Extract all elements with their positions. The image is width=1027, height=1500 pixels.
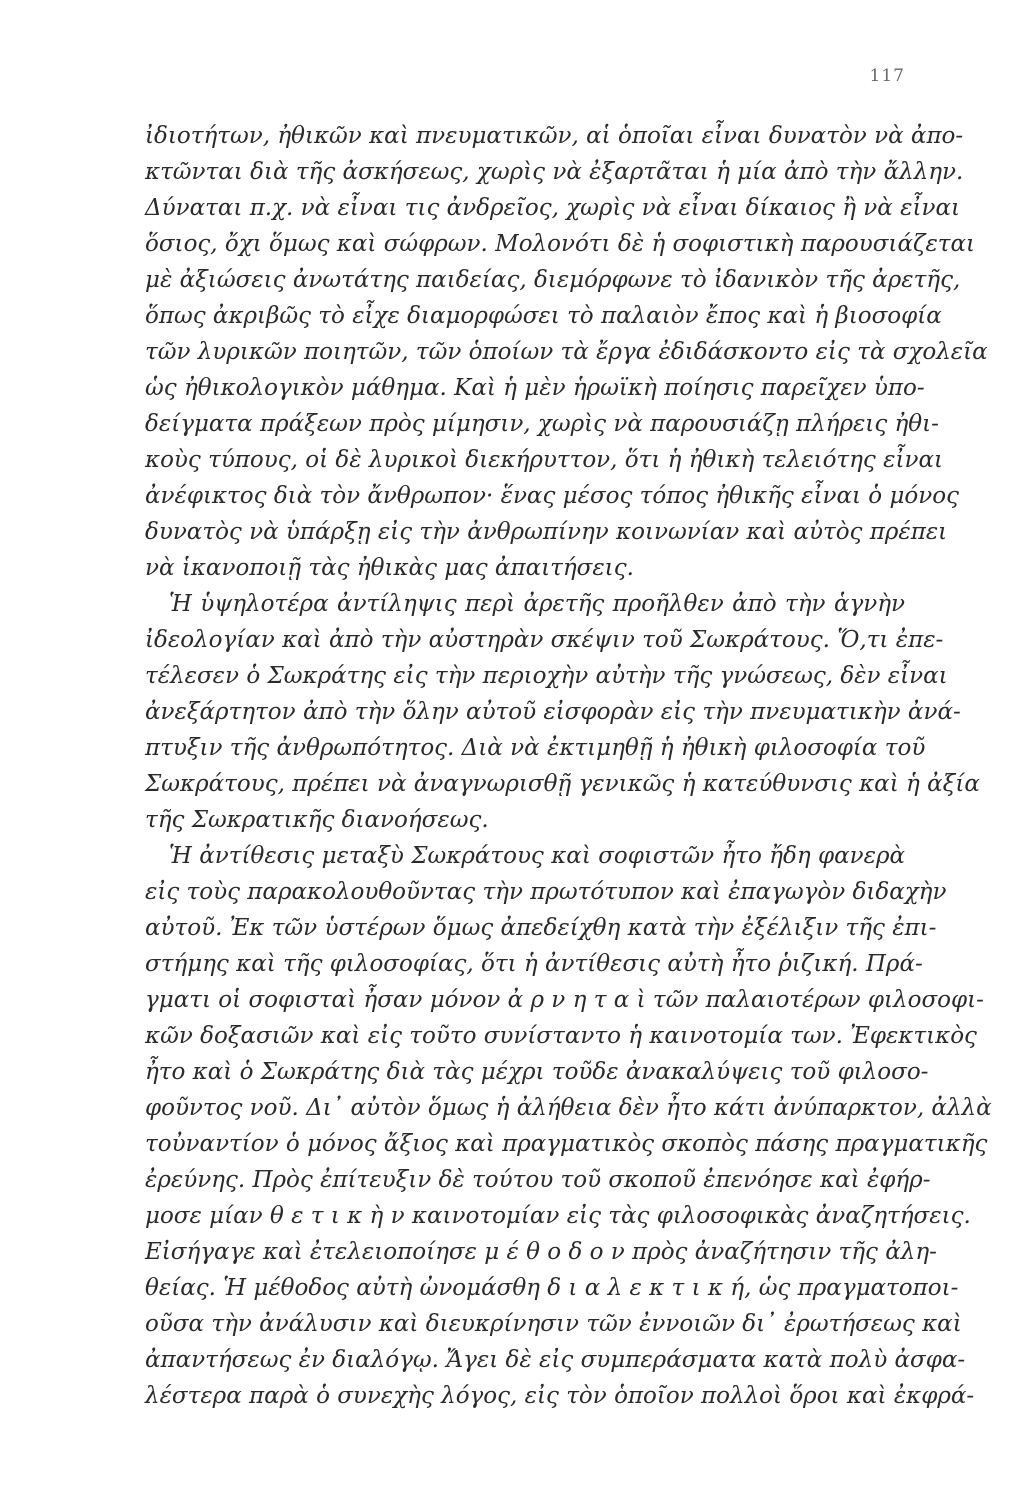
text-line: στήμης καὶ τῆς φιλοσοφίας, ὅτι ἡ ἀντίθεσις αὐτὴ ἦτο ῥιζική. Πρά- — [145, 951, 923, 977]
text-line: ἀνεξάρτητον ἀπὸ τὴν ὅλην αὐτοῦ εἰσφορὰν εἰς τὴν πνευματικὴν ἀνά- — [145, 699, 961, 725]
text-line: οῦσα τὴν ἀνάλυσιν καὶ διευκρίνησιν τῶν ἐννοιῶν δι᾽ ἐρωτήσεως καὶ — [145, 1311, 962, 1337]
text-line: πτυξιν τῆς ἀνθρωπότητος. Διὰ νὰ ἐκτιμηθῇ ἡ ἠθικὴ φιλοσοφία τοῦ — [145, 735, 926, 761]
text-line: δυνατὸς νὰ ὑπάρξῃ εἰς τὴν ἀνθρωπίνην κοινωνίαν καὶ αὐτὸς πρέπει — [145, 519, 948, 545]
text-line: Δύναται π.χ. νὰ εἶναι τις ἀνδρεῖος, χωρὶς νὰ εἶναι δίκαιος ἢ νὰ εἶναι — [145, 195, 961, 221]
text-line: μὲ ἀξιώσεις ἀνωτάτης παιδείας, διεμόρφωνε τὸ ἰδανικὸν τῆς ἀρετῆς, — [145, 267, 961, 293]
text-line: τῶν λυρικῶν ποιητῶν, τῶν ὁποίων τὰ ἔργα ἐδιδάσκοντο εἰς τὰ σχολεῖα — [145, 339, 988, 365]
text-line: Σωκράτους, πρέπει νὰ ἀναγνωρισθῇ γενικῶς ἡ κατεύθυνσις καὶ ἡ ἀξία — [145, 771, 980, 797]
text-line: ἰδιοτήτων, ἠθικῶν καὶ πνευματικῶν, αἱ ὁποῖαι εἶναι δυνατὸν νὰ ἀπο- — [145, 123, 964, 149]
text-line: θείας. Ἡ μέθοδος αὐτὴ ὠνομάσθη δ ι α λ ε κ τ ι κ ή, ὡς πραγματοποι- — [145, 1275, 959, 1301]
text-line: ὅπως ἀκριβῶς τὸ εἶχε διαμορφώσει τὸ παλαιὸν ἔπος καὶ ἡ βιοσοφία — [145, 303, 942, 329]
text-line: γματι οἱ σοφισταὶ ἦσαν μόνον ἀ ρ ν η τ α ὶ τῶν παλαιοτέρων φιλοσοφι- — [145, 987, 984, 1013]
text-line: ἐρεύνης. Πρὸς ἐπίτευξιν δὲ τούτου τοῦ σκοποῦ ἐπενόησε καὶ ἐφήρ- — [145, 1167, 931, 1193]
text-line: ἰδεολογίαν καὶ ἀπὸ τὴν αὐστηρὰν σκέψιν τοῦ Σωκράτους. Ὅ,τι ἐπε- — [145, 627, 944, 653]
text-line: αὐτοῦ. Ἐκ τῶν ὑστέρων ὅμως ἀπεδείχθη κατὰ τὴν ἐξέλιξιν τῆς ἐπι- — [145, 915, 937, 941]
text-line: Ἡ ἀντίθεσις μεταξὺ Σωκράτους καὶ σοφιστῶν ἦτο ἤδη φανερὰ — [169, 843, 905, 869]
text-line: ἀπαντήσεως ἐν διαλόγῳ. Ἄγει δὲ εἰς συμπεράσματα κατὰ πολὺ ἀσφα- — [145, 1347, 966, 1373]
text-line: Εἰσήγαγε καὶ ἐτελειοποίησε μ έ θ ο δ ο ν πρὸς ἀναζήτησιν τῆς ἀλη- — [145, 1239, 937, 1265]
text-line: ὅσιος, ὄχι ὅμως καὶ σώφρων. Μολονότι δὲ ἡ σοφιστικὴ παρουσιάζεται — [145, 231, 976, 257]
text-line: μοσε μίαν θ ε τ ι κ ὴ ν καινοτομίαν εἰς τὰς φιλοσοφικὰς ἀναζητήσεις. — [145, 1203, 971, 1229]
text-line: κτῶνται διὰ τῆς ἀσκήσεως, χωρὶς νὰ ἐξαρτᾶται ἡ μία ἀπὸ τὴν ἄλλην. — [145, 159, 964, 185]
page-body-text — [145, 118, 992, 1414]
text-line: ὡς ἠθικολογικὸν μάθημα. Καὶ ἡ μὲν ἡρωϊκὴ ποίησις παρεῖχεν ὑπο- — [145, 375, 925, 401]
text-line: τοὐναντίον ὁ μόνος ἄξιος καὶ πραγματικὸς σκοπὸς πάσης πραγματικῆς — [145, 1131, 988, 1157]
page-number: 117 — [869, 66, 905, 86]
text-line: τέλεσεν ὁ Σωκράτης εἰς τὴν περιοχὴν αὐτὴν τῆς γνώσεως, δὲν εἶναι — [145, 663, 948, 689]
text-line: λέστερα παρὰ ὁ συνεχὴς λόγος, εἰς τὸν ὁποῖον πολλοὶ ὅροι καὶ ἐκφρά- — [145, 1383, 975, 1409]
text-line: κοὺς τύπους, οἱ δὲ λυρικοὶ διεκήρυττον, ὅτι ἡ ἠθικὴ τελειότης εἶναι — [145, 447, 944, 473]
text-line: νὰ ἱκανοποιῇ τὰς ἠθικὰς μας ἀπαιτήσεις. — [145, 555, 634, 581]
text-line: ἦτο καὶ ὁ Σωκράτης διὰ τὰς μέχρι τοῦδε ἀνακαλύψεις τοῦ φιλοσο- — [145, 1059, 929, 1085]
text-line: ἀνέφικτος διὰ τὸν ἄνθρωπον· ἕνας μέσος τόπος ἠθικῆς εἶναι ὁ μόνος — [145, 483, 959, 509]
text-line: κῶν δοξασιῶν καὶ εἰς τοῦτο συνίσταντο ἡ καινοτομία των. Ἐφεκτικὸς — [145, 1023, 977, 1049]
text-line: Ἡ ὑψηλοτέρα ἀντίληψις περὶ ἀρετῆς προῆλθεν ἀπὸ τὴν ἁγνὴν — [169, 591, 905, 617]
text-line: εἰς τοὺς παρακολουθοῦντας τὴν πρωτότυπον καὶ ἐπαγωγὸν διδαχὴν — [145, 879, 947, 905]
text-line: δείγματα πράξεων πρὸς μίμησιν, χωρὶς νὰ παρουσιάζῃ πλήρεις ἠθι- — [145, 411, 939, 437]
text-line: φοῦντος νοῦ. Δι᾽ αὐτὸν ὅμως ἡ ἀλήθεια δὲν ἦτο κάτι ἀνύπαρκτον, ἀλλὰ — [145, 1095, 992, 1121]
text-line: τῆς Σωκρατικῆς διανοήσεως. — [145, 807, 489, 833]
